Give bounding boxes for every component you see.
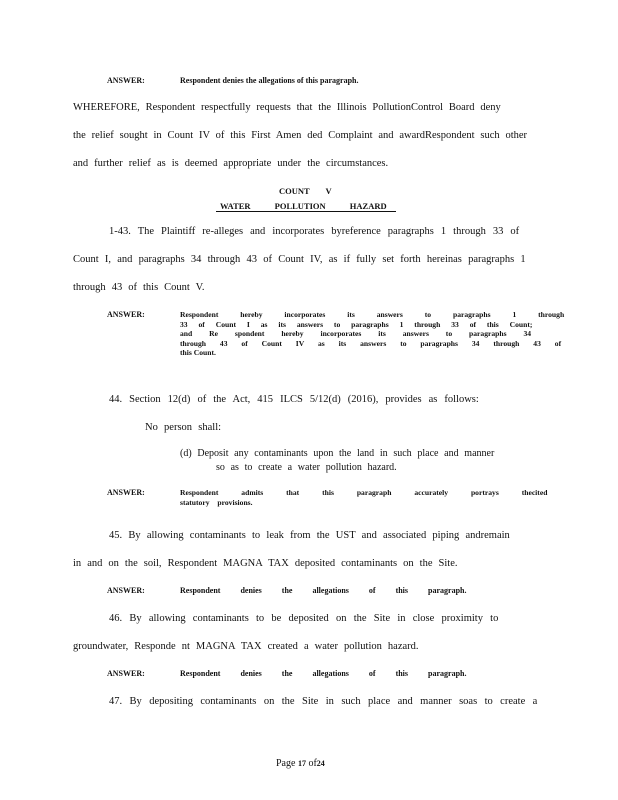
answer-text-span: Respondent denies the allegations of this paragraph.: [180, 76, 359, 85]
wherefore-line-1: WHEREFORE, Respondent respectfully requests that the Illinois PollutionControl Board deny: [73, 102, 501, 113]
page-total: 24: [316, 759, 325, 768]
paragraph-1-43-line-1: 1-43. The Plaintiff re-alleges and incorporates byreference paragraphs 1 through 33 of: [109, 226, 520, 237]
answer-text: [180, 76, 426, 86]
answer-block-line: this Count.: [180, 348, 216, 358]
paragraph-45-line-2: in and on the soil, Respondent MAGNA TAX deposited contaminants on the Site.: [73, 558, 458, 569]
answer-block-1-43: [180, 310, 565, 358]
answer-label: ANSWER:: [107, 488, 145, 497]
paragraph-45-line-1: 45. By allowing contaminants to leak from the UST and associated piping andremain: [109, 530, 510, 541]
wherefore-line-3: and further relief as is deemed appropriate under the circumstances.: [73, 158, 389, 169]
paragraph-46-line-1: 46. By allowing contaminants to be deposited on the Site in close proximity to: [109, 613, 499, 624]
no-person-line: No person shall:: [145, 422, 222, 433]
page-number: 17: [297, 759, 306, 768]
answer-label: ANSWER:: [107, 76, 145, 85]
paragraph-46-line-2: groundwater, Responde nt MAGNA TAX created a water pollution hazard.: [73, 641, 419, 652]
answer-text: Respondent denies the allegations of this paragraph.: [180, 669, 467, 678]
paragraph-1-43-line-3: through 43 of this Count V.: [73, 282, 205, 293]
answer-label: ANSWER:: [107, 310, 145, 319]
paragraph-44: 44. Section 12(d) of the Act, 415 ILCS 5/12(d) (2016), provides as follows:: [109, 394, 479, 405]
statute-line-2: so as to create a water pollution hazard.: [216, 462, 397, 473]
answer-block-line: 33 of Count I as its answers to paragraphs 1 through 33 of this Count;: [180, 319, 533, 329]
paragraph-1-43-line-2: Count I, and paragraphs 34 through 43 of Count IV, as if fully set forth hereinas paragraphs 1: [73, 254, 526, 265]
answer-block-line: through 43 of Count IV as its answers to paragraphs 34 through 43 of: [180, 338, 562, 348]
count-heading: COUNT V: [279, 186, 332, 196]
page-footer: [276, 758, 325, 769]
of-word: of: [308, 758, 317, 769]
answer-block-line: Respondent hereby incorporates its answers to paragraphs 1 through: [180, 310, 565, 319]
statute-line-1: (d) Deposit any contaminants upon the land in such place and manner: [180, 448, 495, 459]
page-word: Page: [276, 758, 296, 769]
answer-block-line: statutory provisions.: [180, 497, 253, 507]
answer-text: Respondent denies the allegations of this paragraph.: [180, 586, 467, 595]
paragraph-47: 47. By depositing contaminants on the Site in such place and manner soas to create a: [109, 696, 538, 707]
answer-label: ANSWER:: [107, 586, 145, 595]
answer-label: ANSWER:: [107, 669, 145, 678]
answer-block-line: Respondent admits that this paragraph accurately portrays thecited: [180, 488, 548, 497]
answer-block-line: and Re spondent hereby incorporates its answers to paragraphs 34: [180, 329, 532, 339]
count-subheading: WATER POLLUTION HAZARD: [220, 201, 387, 211]
heading-underline: [216, 211, 396, 212]
wherefore-line-2: the relief sought in Count IV of this First Amen ded Complaint and awardRespondent such other: [73, 130, 528, 141]
answer-block-44: [180, 488, 547, 507]
